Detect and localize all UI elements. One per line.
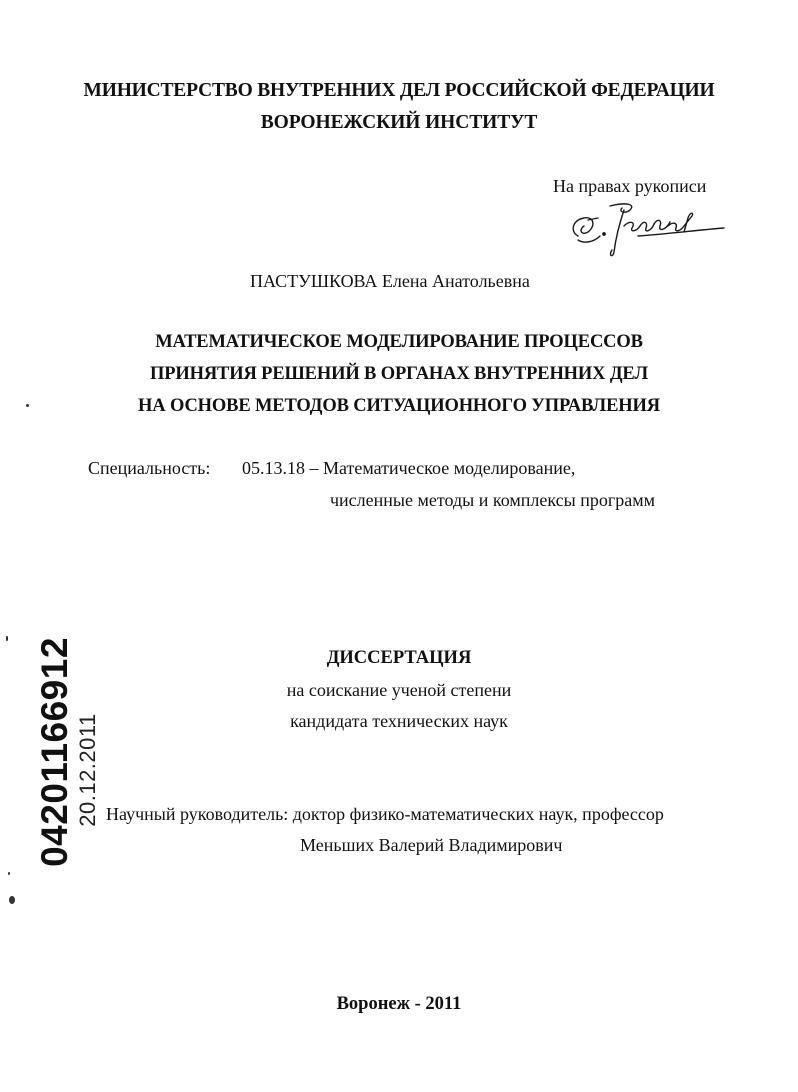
dissertation-title-line-1: МАТЕМАТИЧЕСКОЕ МОДЕЛИРОВАНИЕ ПРОЦЕССОВ bbox=[155, 332, 643, 352]
dissertation-title-line-3: НА ОСНОВЕ МЕТОДОВ СИТУАЦИОННОГО УПРАВЛЕНИЯ bbox=[138, 396, 660, 416]
handwritten-signature bbox=[568, 196, 728, 260]
advisor-line-1: Научный руководитель: доктор физико-математических наук, профессор bbox=[106, 804, 664, 824]
ministry-heading: МИНИСТЕРСТВО ВНУТРЕННИХ ДЕЛ РОССИЙСКОЙ ФЕДЕРАЦИИ bbox=[83, 80, 715, 101]
specialty-line-1: 05.13.18 – Математическое моделирование, bbox=[242, 458, 576, 478]
advisor-name: Меньших Валерий Владимирович bbox=[300, 835, 563, 855]
library-stamp-date: 20.12.2011 bbox=[75, 713, 100, 827]
scan-speck bbox=[6, 636, 8, 641]
author-name: ПАСТУШКОВА Елена Анатольевна bbox=[250, 271, 530, 291]
manuscript-note: На правах рукописи bbox=[553, 176, 707, 196]
degree-line-2: кандидата технических наук bbox=[290, 711, 508, 731]
document-type-heading: ДИССЕРТАЦИЯ bbox=[326, 648, 472, 668]
institute-heading: ВОРОНЕЖСКИЙ ИНСТИТУТ bbox=[260, 112, 538, 133]
specialty-label: Специальность: bbox=[88, 458, 211, 478]
library-stamp-code: 04201166912 bbox=[34, 637, 75, 867]
degree-line-1: на соискание ученой степени bbox=[286, 680, 512, 700]
dissertation-title-line-2: ПРИНЯТИЯ РЕШЕНИЙ В ОРГАНАХ ВНУТРЕННИХ ДЕЛ bbox=[149, 364, 649, 384]
scan-speck bbox=[9, 896, 15, 904]
specialty-line-2: численные методы и комплексы программ bbox=[330, 490, 656, 510]
city-year: Воронеж - 2011 bbox=[336, 994, 462, 1014]
scan-speck bbox=[8, 872, 10, 875]
scan-speck bbox=[26, 404, 29, 407]
